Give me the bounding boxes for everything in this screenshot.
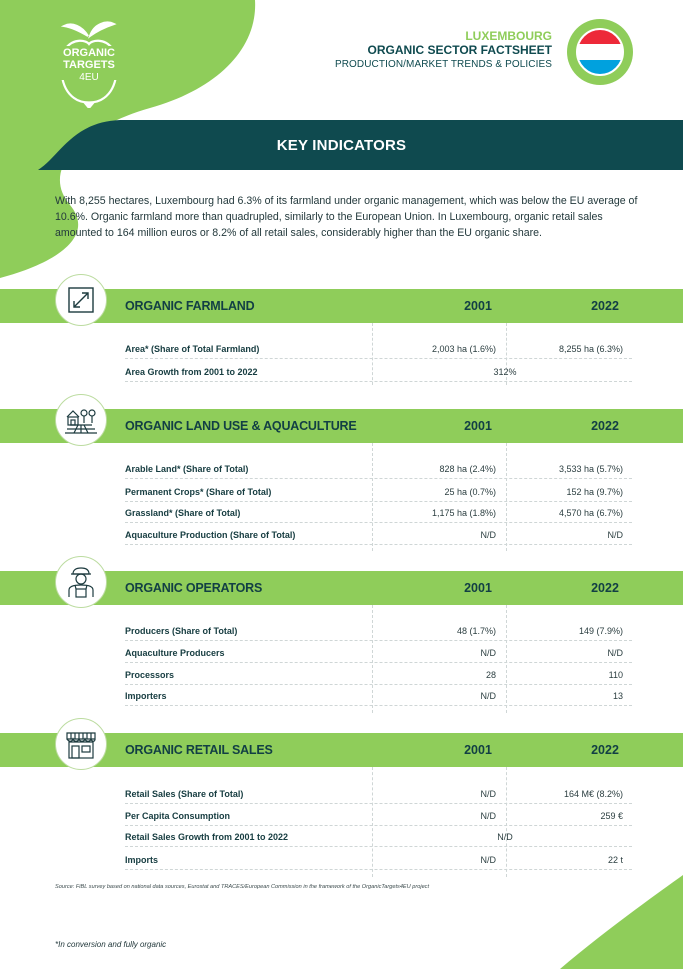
key-indicators-title: KEY INDICATORS — [276, 137, 407, 154]
factsheet-title: ORGANIC SECTOR FACTSHEET — [367, 43, 552, 57]
year-column-1: 2001 — [464, 299, 492, 313]
country-name: LUXEMBOURG — [465, 29, 552, 43]
table-row: Area* (Share of Total Farmland) 2,003 ha (1.6%) 8,255 ha (6.3%) — [125, 339, 632, 359]
section-title: ORGANIC FARMLAND — [125, 299, 255, 313]
section-title: ORGANIC OPERATORS — [125, 581, 263, 595]
year-column-1: 2001 — [464, 419, 492, 433]
section-title: ORGANIC RETAIL SALES — [125, 743, 273, 757]
logo-line-3: 4EU — [79, 72, 99, 83]
table-row: Retail Sales Growth from 2001 to 2022 N/D — [125, 827, 632, 847]
section-title: ORGANIC LAND USE & AQUACULTURE — [125, 419, 357, 433]
year-column-1: 2001 — [464, 743, 492, 757]
year-column-2: 2022 — [591, 581, 619, 595]
year-column-2: 2022 — [591, 743, 619, 757]
year-column-1: 2001 — [464, 581, 492, 595]
logo-line-1: ORGANIC — [63, 47, 115, 59]
farm-field-icon — [55, 394, 107, 446]
factsheet-subtitle: PRODUCTION/MARKET TRENDS & POLICIES — [334, 59, 552, 70]
table-row: Permanent Crops* (Share of Total) 25 ha (0.7%) 152 ha (9.7%) — [125, 482, 632, 502]
table-row: Retail Sales (Share of Total) N/D 164 M€ (8.2%) — [125, 784, 632, 804]
source-note: Source: FiBL survey based on national data sources, Eurostat and TRACES/European Commission in the framework of the OrganicTargets4EU project — [55, 884, 430, 890]
table-row: Area Growth from 2001 to 2022 312% — [125, 362, 632, 382]
resize-arrow-icon — [55, 274, 107, 326]
shop-icon — [55, 718, 107, 770]
table-row: Imports N/D 22 t — [125, 850, 632, 870]
organic-targets-logo — [52, 18, 126, 108]
table-row: Producers (Share of Total) 48 (1.7%) 149 (7.9%) — [125, 621, 632, 641]
table-row: Aquaculture Production (Share of Total) N/D N/D — [125, 525, 632, 545]
year-column-2: 2022 — [591, 419, 619, 433]
luxembourg-flag-icon — [565, 20, 635, 90]
year-column-2: 2022 — [591, 299, 619, 313]
header — [335, 30, 552, 71]
farmer-icon — [55, 556, 107, 608]
table-row: Aquaculture Producers N/D N/D — [125, 643, 632, 663]
logo-line-2: TARGETS — [63, 59, 115, 71]
table-row: Importers N/D 13 — [125, 686, 632, 706]
footnote: *In conversion and fully organic — [55, 940, 167, 949]
table-row: Processors 28 110 — [125, 665, 632, 685]
table-row: Grassland* (Share of Total) 1,175 ha (1.8%) 4,570 ha (6.7%) — [125, 503, 632, 523]
table-row: Per Capita Consumption N/D 259 € — [125, 806, 632, 826]
table-row: Arable Land* (Share of Total) 828 ha (2.4%) 3,533 ha (5.7%) — [125, 459, 632, 479]
intro-paragraph: With 8,255 hectares, Luxembourg had 6.3% of its farmland under organic management, which was below the EU average of 10.6%. Organic farmland more than quadrupled, similarly to the European Union. In Luxembourg, organic retail sales amounted to 164 million euros or 8.2% of all retail sales, considerably higher than the EU organic share. — [55, 195, 638, 239]
